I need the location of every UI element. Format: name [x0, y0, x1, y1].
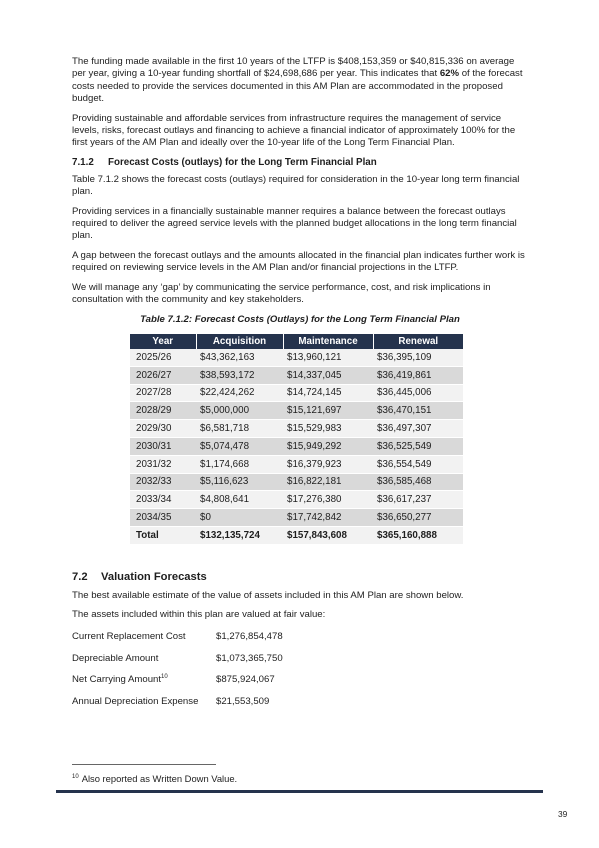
page-content	[72, 56, 528, 712]
valuation-value: $1,073,365,750	[216, 652, 283, 664]
valuation-value: $1,276,854,478	[216, 630, 283, 642]
cell-maintenance: $15,949,292	[283, 437, 373, 455]
total-label: Total	[130, 526, 196, 544]
header-acquisition: Acquisition	[196, 334, 283, 349]
cell-acquisition: $22,424,262	[196, 384, 283, 402]
cell-acquisition: $1,174,668	[196, 455, 283, 473]
valuation-row	[72, 647, 528, 669]
table-row	[130, 384, 463, 402]
table-row	[130, 509, 463, 527]
cell-year: 2034/35	[130, 509, 196, 527]
valuation-label-with-footnote	[72, 674, 216, 685]
footnote	[72, 773, 237, 784]
cell-year: 2027/28	[130, 384, 196, 402]
funding-text: The funding made available in the first 10 years of the LTFP is $408,153,359 or $40,815,336 on average per year, giving a 10-year funding shortfall of $24,698,686 per year. This indicates that	[72, 56, 515, 80]
section-paragraph-2: Providing services in a financially sustainable manner requires a balance between the forecast outlays required to deliver the agreed service levels with the planned budget allocations in the long term financial plan.	[72, 205, 517, 242]
cell-acquisition: $5,074,478	[196, 437, 283, 455]
table-row	[130, 491, 463, 509]
cell-renewal: $36,497,307	[373, 420, 463, 438]
valuation-label: Current Replacement Cost	[72, 630, 186, 642]
cell-year: 2033/34	[130, 491, 196, 509]
cell-maintenance: $17,276,380	[283, 491, 373, 509]
header-year: Year	[130, 334, 196, 349]
cell-maintenance: $15,529,983	[283, 420, 373, 438]
table-row	[130, 437, 463, 455]
cell-renewal: $36,650,277	[373, 509, 463, 527]
cell-renewal: $36,554,549	[373, 455, 463, 473]
table-row	[130, 473, 463, 491]
section-title: Forecast Costs (outlays) for the Long Term Financial Plan	[108, 156, 377, 168]
cell-year: 2029/30	[130, 420, 196, 438]
table-row	[130, 366, 463, 384]
page-number: 39	[558, 809, 568, 819]
cell-maintenance: $13,960,121	[283, 349, 373, 367]
cell-maintenance: $17,742,842	[283, 509, 373, 527]
cell-renewal: $36,445,006	[373, 384, 463, 402]
cell-year: 2025/26	[130, 349, 196, 367]
cell-maintenance: $16,822,181	[283, 473, 373, 491]
cell-acquisition: $5,000,000	[196, 402, 283, 420]
cell-renewal: $36,419,861	[373, 366, 463, 384]
valuation-paragraph-1: The best available estimate of the value of assets included in this AM Plan are shown below.	[72, 589, 464, 601]
cell-year: 2031/32	[130, 455, 196, 473]
cell-year: 2032/33	[130, 473, 196, 491]
table-header-row	[130, 334, 463, 349]
funding-paragraph	[72, 56, 528, 106]
sustainability-paragraph: Providing sustainable and affordable services from infrastructure requires the management of service levels, risks, forecast outlays and financing to achieve a financial indicator of approximately 100% for the first years of the AM Plan and ideally over the 10-year life of the Long Term Financial Plan.	[72, 112, 516, 149]
valuation-row	[72, 669, 528, 691]
table-row	[130, 349, 463, 367]
valuation-value: $875,924,067	[216, 674, 275, 686]
table-row	[130, 420, 463, 438]
cell-renewal: $36,617,237	[373, 491, 463, 509]
valuation-label: Net Carrying Amount	[72, 674, 162, 686]
total-acquisition: $132,135,724	[196, 526, 283, 544]
forecast-costs-table	[130, 334, 463, 545]
valuation-label: Annual Depreciation Expense	[72, 695, 199, 707]
section-number: 7.2	[72, 570, 88, 583]
cell-maintenance: $15,121,697	[283, 402, 373, 420]
footnote-text: Also reported as Written Down Value.	[81, 773, 238, 784]
cell-maintenance: $14,724,145	[283, 384, 373, 402]
section-paragraph-3: A gap between the forecast outlays and the amounts allocated in the financial plan indicates further work is required on reviewing service levels in the AM Plan and/or financial projections in the LTFP.	[72, 249, 525, 274]
valuation-row	[72, 691, 528, 713]
valuation-label: Depreciable Amount	[72, 652, 159, 664]
header-maintenance: Maintenance	[283, 334, 373, 349]
table-caption: Table 7.1.2: Forecast Costs (Outlays) for the Long Term Financial Plan	[140, 313, 460, 325]
cell-maintenance: $14,337,045	[283, 366, 373, 384]
header-renewal: Renewal	[373, 334, 463, 349]
section-paragraph-1: Table 7.1.2 shows the forecast costs (outlays) required for consideration in the 10-year long term financial plan.	[72, 173, 520, 198]
cell-year: 2030/31	[130, 437, 196, 455]
cell-maintenance: $16,379,923	[283, 455, 373, 473]
footnote-mark: 10	[72, 773, 79, 780]
cell-year: 2028/29	[130, 402, 196, 420]
valuation-value: $21,553,509	[216, 695, 270, 707]
total-renewal: $365,160,888	[373, 526, 463, 544]
footnote-separator	[72, 764, 216, 765]
cell-renewal: $36,395,109	[373, 349, 463, 367]
section-7-2-heading	[72, 571, 528, 583]
cell-renewal: $36,585,468	[373, 473, 463, 491]
section-paragraph-4: We will manage any ‘gap’ by communicating the service performance, cost, and risk implications in consultation with the community and key stakeholders.	[72, 281, 491, 306]
section-title: Valuation Forecasts	[101, 570, 207, 583]
total-maintenance: $157,843,608	[283, 526, 373, 544]
cell-acquisition: $6,581,718	[196, 420, 283, 438]
cell-renewal: $36,470,151	[373, 402, 463, 420]
section-7-1-2-heading	[72, 157, 528, 168]
funding-percent: 62%	[439, 68, 460, 80]
cell-acquisition: $4,808,641	[196, 491, 283, 509]
cell-acquisition: $43,362,163	[196, 349, 283, 367]
cell-renewal: $36,525,549	[373, 437, 463, 455]
table-total-row	[130, 526, 463, 544]
table-row	[130, 402, 463, 420]
table-row	[130, 455, 463, 473]
footnote-reference[interactable]: 10	[161, 674, 168, 681]
valuation-row	[72, 626, 528, 648]
cell-acquisition: $5,116,623	[196, 473, 283, 491]
cell-acquisition: $38,593,172	[196, 366, 283, 384]
section-number: 7.1.2	[72, 156, 94, 168]
valuation-paragraph-2: The assets included within this plan are valued at fair value:	[72, 609, 326, 621]
footer-rule	[56, 790, 543, 793]
cell-year: 2026/27	[130, 366, 196, 384]
cell-acquisition: $0	[196, 509, 283, 527]
funding-text-end: of the forecast costs needed to provide the services documented in this AM Plan are accommodated in the proposed budget.	[72, 68, 523, 105]
